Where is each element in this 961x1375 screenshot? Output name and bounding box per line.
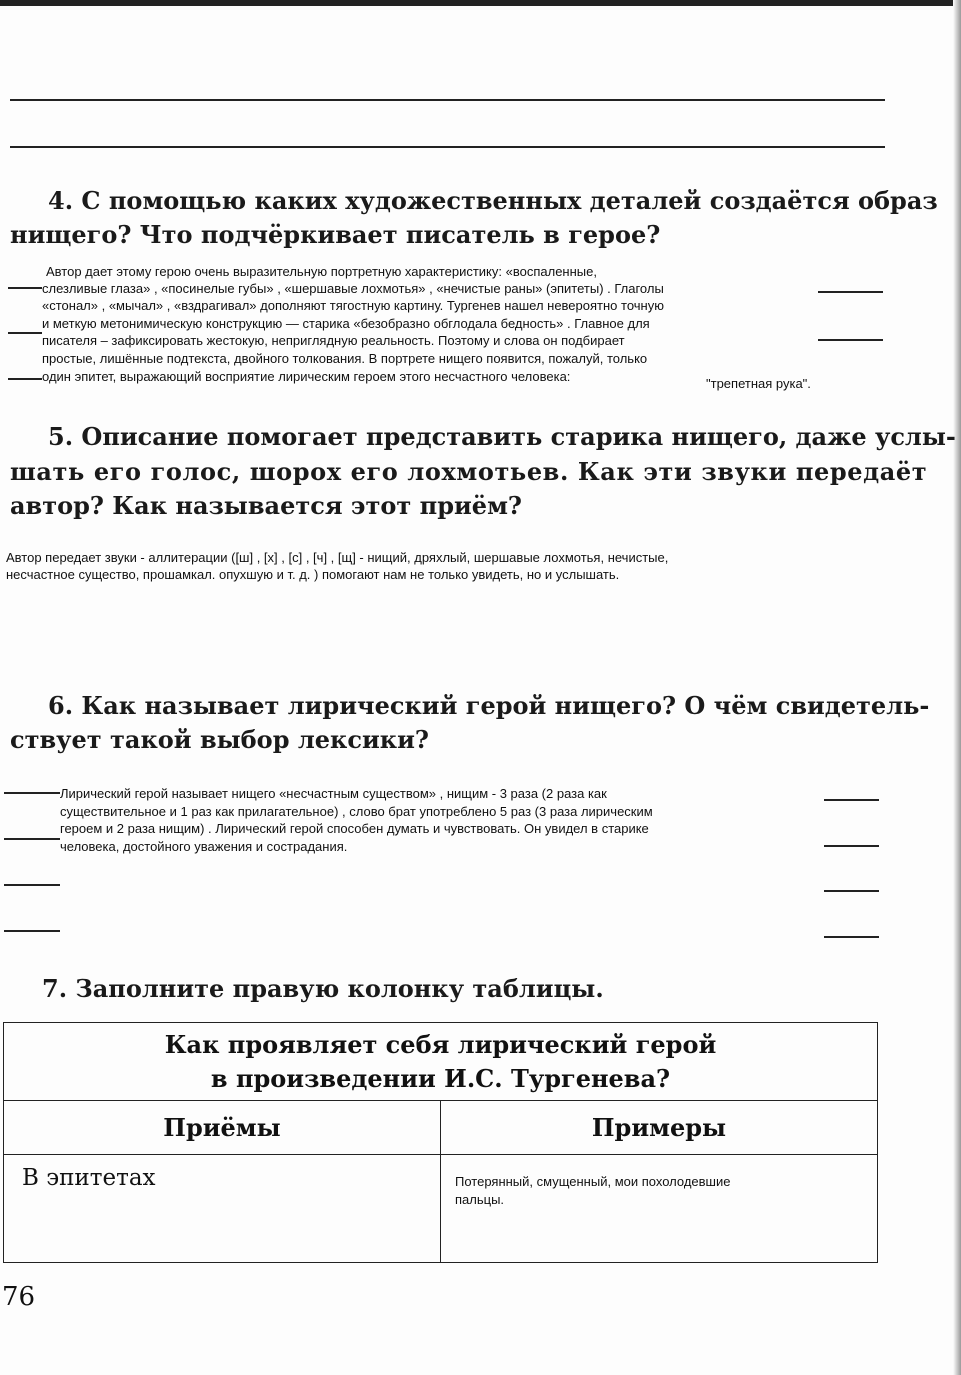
lyrical-hero-table — [3, 1022, 878, 1263]
question-5-title-cont: автор? Как называется этот приём? — [10, 491, 522, 520]
question-6-answer-line: существительное и 1 раз как прилагательное) , слово брат употреблено 5 раз (3 раза лирическим — [60, 804, 653, 819]
answer-line — [8, 332, 42, 334]
example-answer-line: пальцы. — [455, 1192, 505, 1207]
answer-line — [824, 890, 879, 892]
question-5-answer-line: Автор передает звуки - аллитерации ([ш] , [х] , [с] , [ч] , [щ] - нищий, дряхлый, шершавые лохмотья, нечистые, — [6, 550, 669, 565]
question-4-answer-line: простые, лишённые подтекста, двойного толкования. В портрете нищего появится, пожалуй, только — [42, 351, 648, 366]
question-7-title: 7. Заполните правую колонку таблицы. — [42, 974, 604, 1003]
answer-line — [8, 287, 42, 289]
table-cell-technique: В эпитетах — [4, 1155, 441, 1263]
table-cell-example[interactable] — [441, 1155, 878, 1263]
answer-line — [824, 799, 879, 801]
table-title-cell — [4, 1023, 878, 1101]
example-answer-line: Потерянный, смущенный, мои похолодевшие — [455, 1174, 731, 1189]
answer-line — [10, 146, 885, 148]
answer-line — [4, 792, 60, 794]
answer-line — [4, 884, 60, 886]
answer-line — [818, 339, 883, 341]
page-number: 76 — [2, 1282, 36, 1312]
question-4-answer-line: один эпитет, выражающий восприятие лирическим героем этого несчастного человека: — [42, 369, 571, 384]
question-4-answer-line: писателя – зафиксировать жестокую, неприглядную реальность. Поэтому и слова он подбирает — [42, 333, 625, 348]
answer-line — [824, 845, 879, 847]
scan-edge-right — [953, 0, 961, 1375]
question-6-title: 6. Как называет лирический герой нищего? О чём свидетель- — [48, 691, 930, 720]
question-6-answer-line: героем и 2 раза нищим) . Лирический герой способен думать и чувствовать. Он увидел в старике — [60, 821, 649, 836]
answer-line — [4, 930, 60, 932]
question-6-answer-line: человека, достойного уважения и сострадания. — [60, 839, 348, 854]
answer-line — [4, 838, 60, 840]
answer-line — [8, 378, 42, 380]
table-title: Как проявляет себя лирический герой — [164, 1029, 717, 1059]
question-5-title-cont: шать его голос, шорох его лохмотьев. Как эти звуки передаёт — [10, 457, 928, 486]
question-6-title-cont: ствует такой выбор лексики? — [10, 725, 429, 754]
column-header-examples: Примеры — [441, 1101, 878, 1155]
question-4-answer-line: Автор дает этому герою очень выразительную портретную характеристику: «воспаленные, — [46, 264, 597, 279]
question-6-answer-line: Лирический герой называет нищего «несчастным существом» , нищим - 3 раза (2 раза как — [60, 786, 607, 801]
question-5-title: 5. Описание помогает представить старика нищего, даже услы- — [48, 422, 956, 451]
answer-line — [10, 99, 885, 101]
question-4-answer-quote: "трепетная рука". — [706, 376, 811, 391]
column-header-techniques: Приёмы — [4, 1101, 441, 1155]
question-4-title: 4. С помощью каких художественных деталей создаётся образ — [48, 186, 938, 215]
answer-line — [824, 936, 879, 938]
answer-line — [818, 291, 883, 293]
question-4-answer-line: и меткую метонимическую конструкцию — старика «безобразно обглодала бедность» . Главное для — [42, 316, 650, 331]
table-title-cont: в произведении И.С. Тургенева? — [210, 1063, 671, 1093]
question-4-answer-line: слезливые глаза» , «посинелые губы» , «шершавые лохмотья» , «нечистые раны» (эпитеты) . Глаголы — [42, 281, 664, 296]
question-4-title-cont: нищего? Что подчёркивает писатель в герое? — [10, 220, 661, 249]
question-5-answer-line: несчастное существо, прошамкал. опухшую и т. д. ) помогают нам не только увидеть, но и услышать. — [6, 567, 620, 582]
question-4-answer-line: «стонал» , «мычал» , «вздрагивал» дополняют тягостную картину. Тургенев нашел невероятно точную — [42, 298, 664, 313]
scan-edge-top — [0, 0, 961, 6]
